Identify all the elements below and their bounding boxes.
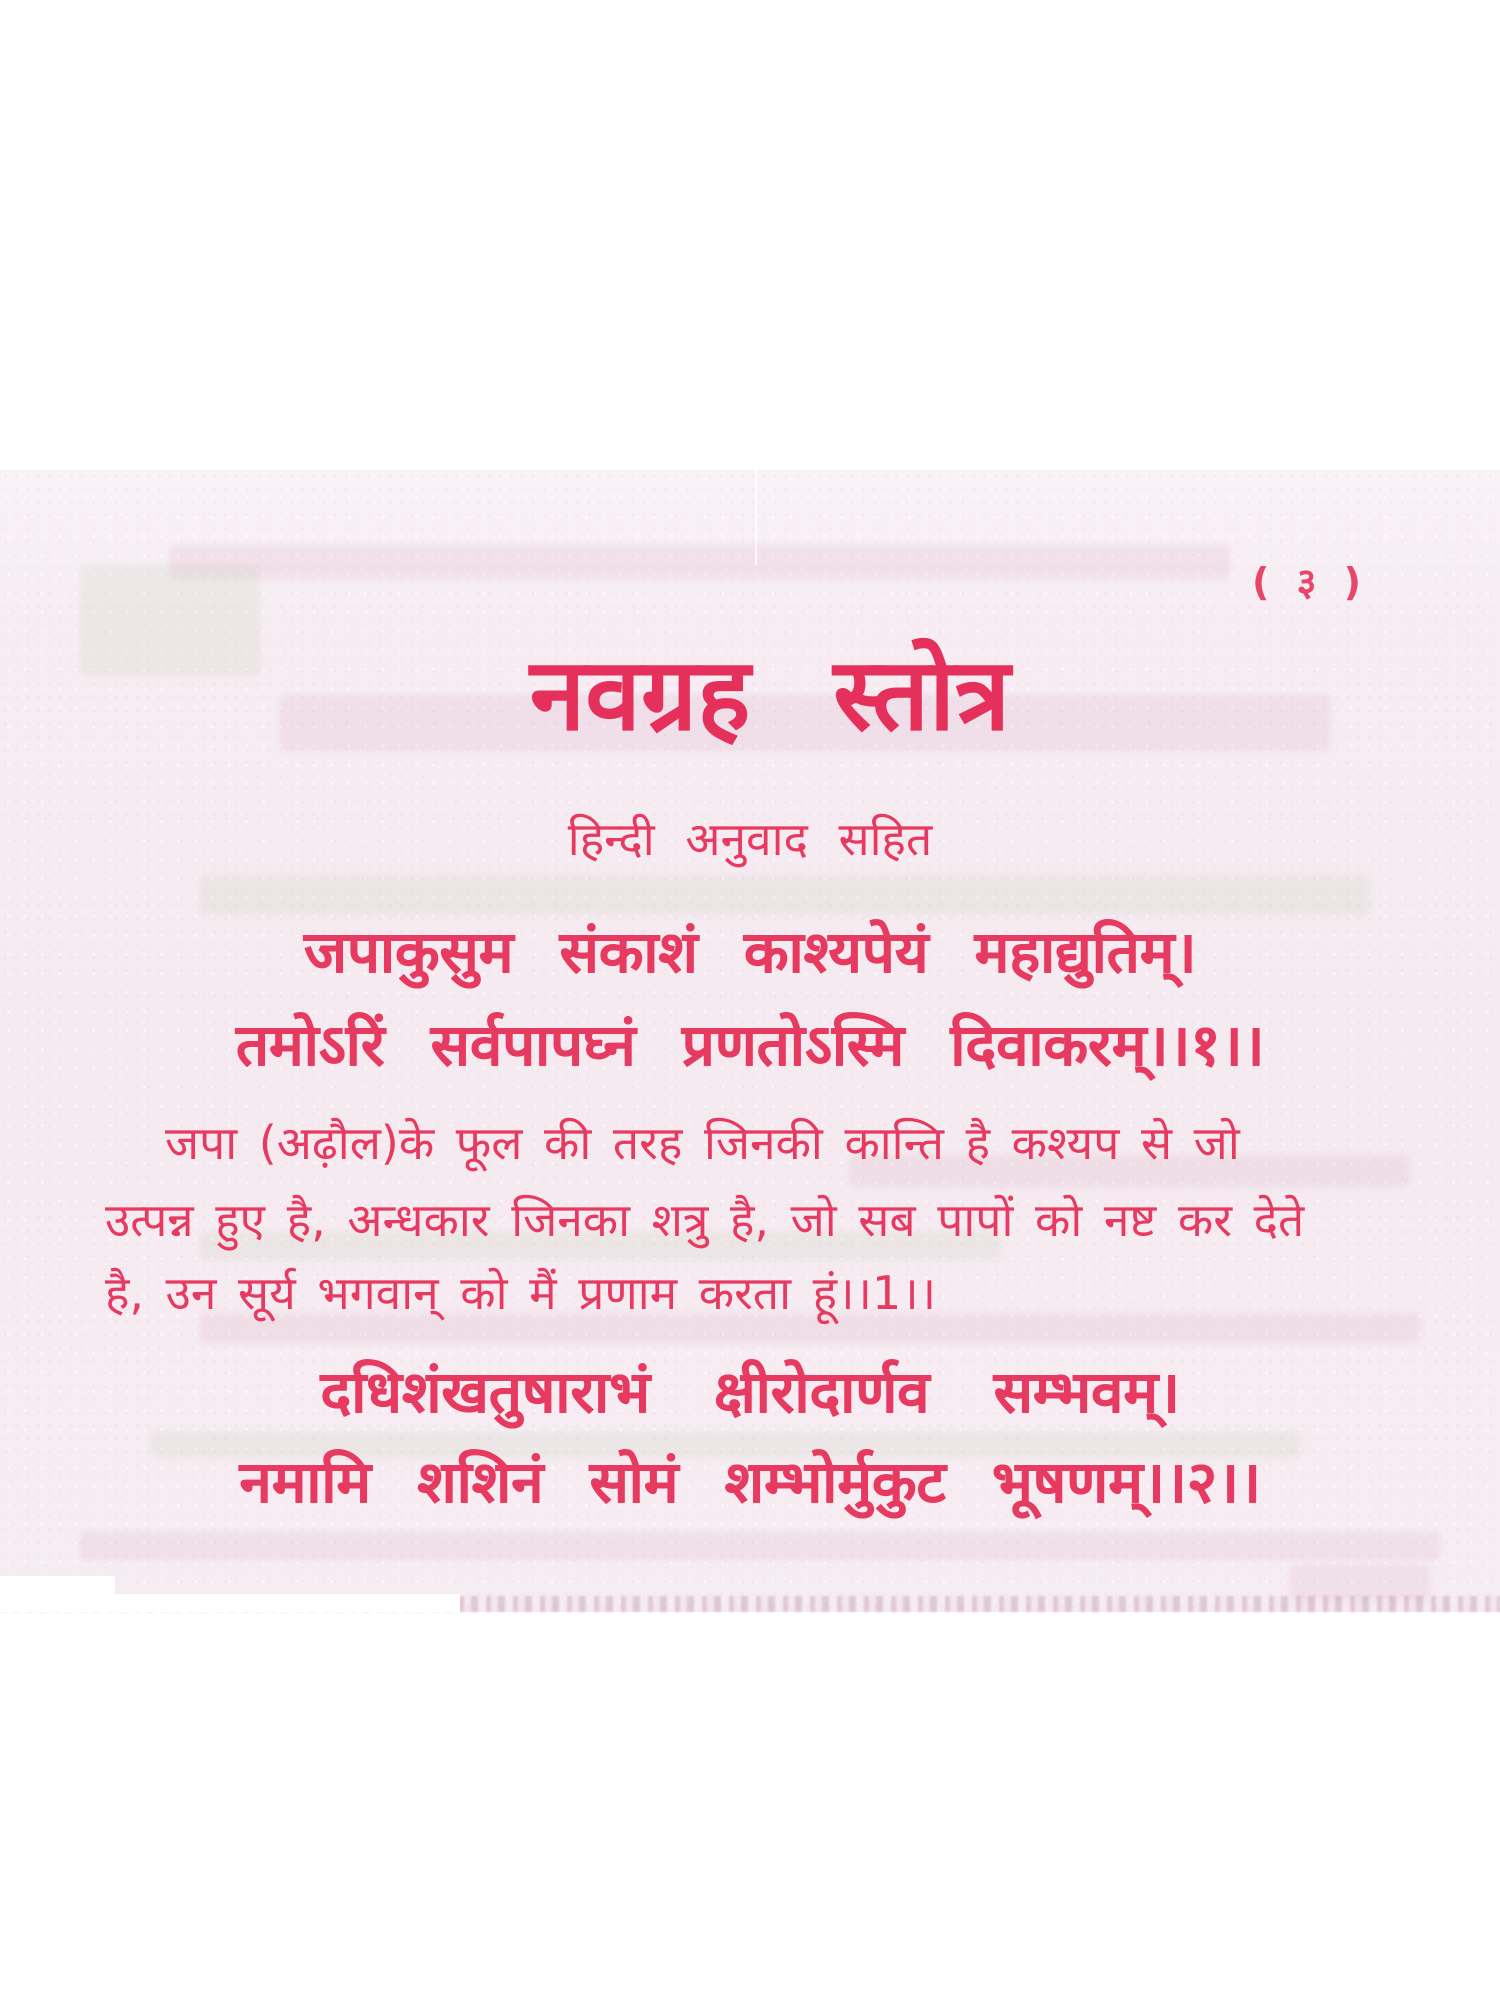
hindi-translation-line-2: उत्पन्न हुए है, अन्धकार जिनका शत्रु है, जो सब पापों को नष्ट कर देते (105, 1193, 1305, 1247)
page-corner-cut (0, 1576, 115, 1612)
sanskrit-verse-1-line-1: जपाकुसुम संकाशं काश्यपेयं महाद्युतिम्। (303, 918, 1197, 986)
sanskrit-verse-2-line-1: दधिशंखतुषाराभं क्षीरोदार्णव सम्भवम्। (320, 1358, 1180, 1426)
bleedthrough-ghost (80, 1532, 1440, 1560)
hindi-translation-line-1: जपा (अढ़ौल)के फूल की तरह जिनकी कान्ति है कश्यप से जो (165, 1116, 1240, 1170)
hindi-translation-line-3: है, उन सूर्य भगवान् को मैं प्रणाम करता हूं।।1।। (105, 1266, 937, 1320)
page-number: ( ३ ) (1252, 560, 1368, 604)
scan-crease (755, 470, 757, 565)
bleedthrough-ghost (200, 875, 1370, 915)
scanned-page (0, 470, 1500, 1612)
document-subtitle: हिन्दी अनुवाद सहित (567, 812, 933, 866)
sanskrit-verse-2-line-2: नमामि शशिनं सोमं शम्भोर्मुकुट भूषणम्।।२।। (239, 1448, 1261, 1516)
sanskrit-verse-1-line-2: तमोऽरिं सर्वपापघ्नं प्रणतोऽस्मि दिवाकरम्।।१।। (235, 1011, 1265, 1079)
document-title: नवग्रह स्तोत्र (529, 636, 1011, 753)
bleedthrough-ghost (170, 545, 1230, 579)
